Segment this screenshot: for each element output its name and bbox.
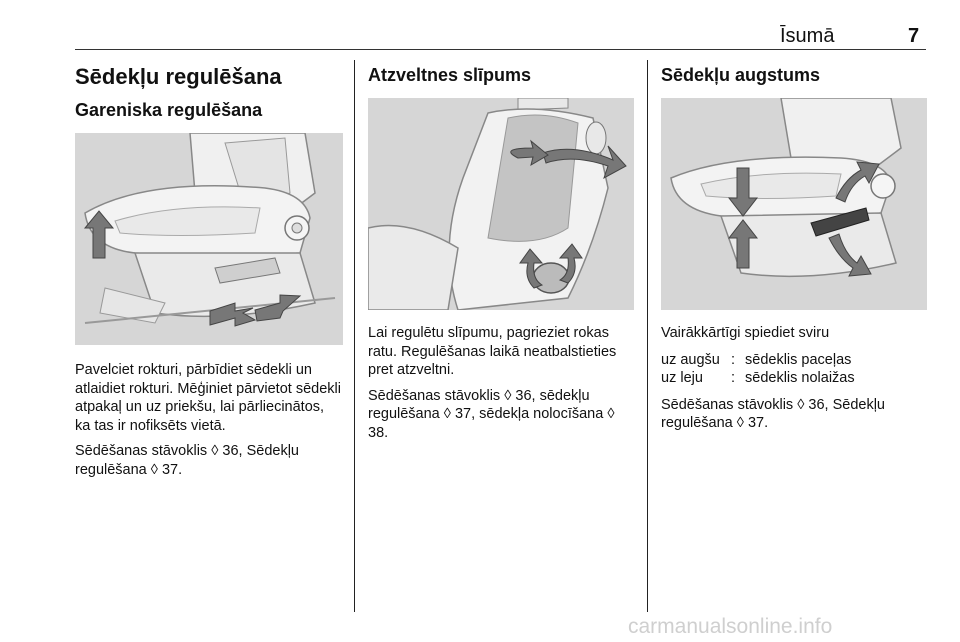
- paragraph-references: Sēdēšanas stāvoklis ◊ 36, Sēdekļu regulēšana ◊ 37.: [75, 443, 299, 478]
- list-item-key: uz augšu: [661, 351, 720, 368]
- page-number: 7: [908, 25, 920, 47]
- subsection-title: Atzveltnes slīpums: [368, 65, 532, 85]
- list-item-key: uz leju: [661, 370, 703, 386]
- subsection-title: Sēdekļu augstums: [661, 65, 821, 85]
- column-1: [75, 60, 343, 479]
- list-item-value: sēdeklis paceļas: [745, 351, 852, 368]
- watermark: carmanualsonline.info: [628, 615, 833, 638]
- header-rule: [75, 49, 926, 50]
- header-section-title: Īsumā: [780, 25, 835, 47]
- paragraph-instructions: Vairākkārtīgi spiediet sviru: [661, 325, 830, 341]
- seat-height-illustration: [661, 98, 927, 310]
- column-divider-1: [354, 60, 355, 612]
- list-item-separator: :: [731, 370, 736, 386]
- backrest-recline-illustration: [368, 98, 634, 310]
- list-item-value: sēdeklis nolaižas: [745, 370, 855, 386]
- column-divider-2: [647, 60, 648, 612]
- column-2: [368, 60, 634, 442]
- paragraph-instructions: Pavelciet rokturi, pārbīdiet sēdekli un atlaidiet rokturi. Mēģiniet pārvietot sēdekli atpakaļ un uz priekšu, lai pārliecinātos, ka tas ir nofiksēts vietā.: [75, 362, 341, 434]
- paragraph-instructions: Lai regulētu slīpumu, pagrieziet rokas ratu. Regulēšanas laikā neatbalstieties pret atzveltni.: [368, 325, 617, 378]
- paragraph-references: Sēdēšanas stāvoklis ◊ 36, sēdekļu regulēšana ◊ 37, sēdekļa nolocīšana ◊ 38.: [368, 387, 615, 441]
- list-item: [661, 369, 927, 388]
- list-item-separator: :: [731, 351, 736, 368]
- paragraph-references: Sēdēšanas stāvoklis ◊ 36, Sēdekļu regulēšana ◊ 37.: [661, 396, 885, 431]
- column-3: [661, 60, 927, 433]
- subsection-title: Gareniska regulēšana: [75, 100, 263, 120]
- list-item: [661, 351, 927, 370]
- section-title: Sēdekļu regulēšana: [75, 64, 282, 89]
- lever-actions-list: [661, 351, 927, 388]
- seat-fore-aft-illustration: [75, 133, 343, 345]
